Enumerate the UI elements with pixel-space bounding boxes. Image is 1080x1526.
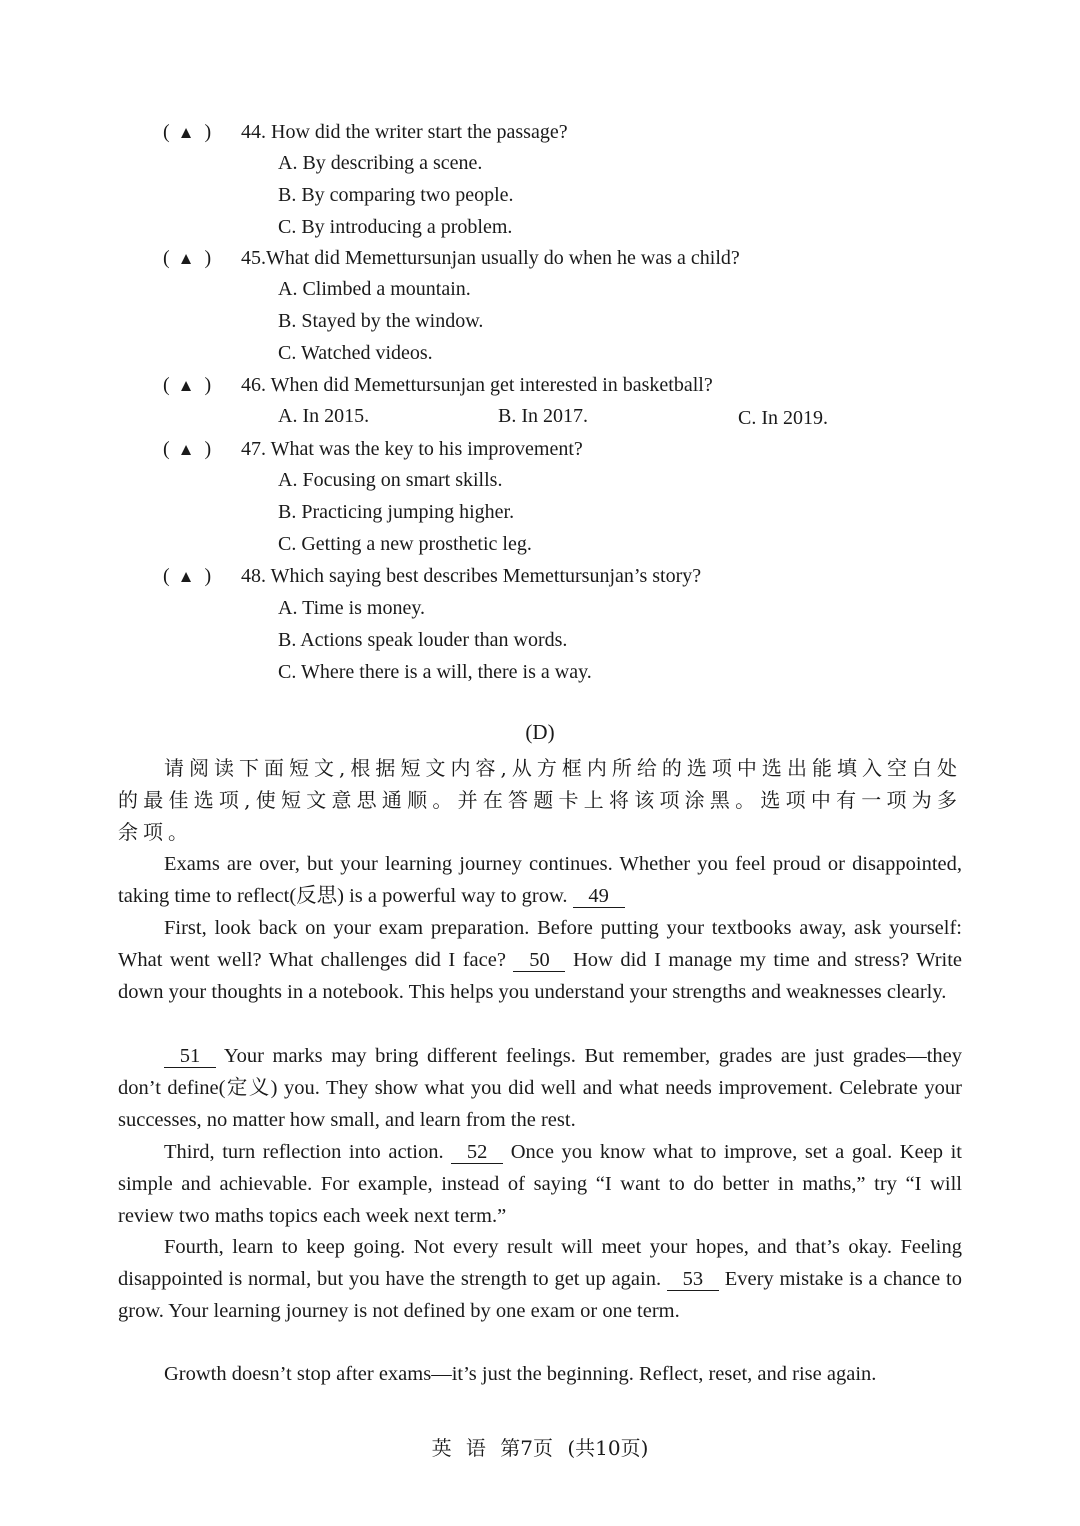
- answer-bracket[interactable]: ( ▲ ): [163, 117, 241, 148]
- paragraph-text: Third, turn reflection into action.: [164, 1141, 444, 1163]
- question-47: [163, 434, 583, 464]
- question-number: 48.: [241, 565, 266, 587]
- option-48-c: C. Where there is a will, there is a way.: [278, 661, 592, 683]
- answer-bracket[interactable]: ( ▲ ): [163, 370, 241, 401]
- paragraph-text: How did I manage my time and stress? Write down your thoughts in a notebook. This helps you understand your strengths and weaknesses clearly.: [118, 949, 963, 1003]
- question-number: 44.: [241, 121, 266, 143]
- passage-paragraph-3: [118, 1040, 962, 1136]
- option-45-a: A. Climbed a mountain.: [278, 278, 471, 300]
- blank-52[interactable]: 52: [451, 1141, 503, 1164]
- option-44-c: C. By introducing a problem.: [278, 216, 513, 238]
- answer-bracket[interactable]: ( ▲ ): [163, 243, 241, 274]
- question-text: How did the writer start the passage?: [271, 121, 568, 143]
- triangle-marker-icon: ▲: [177, 249, 195, 268]
- question-48: [163, 561, 701, 591]
- page-footer: 英 语 第7页 (共10页): [431, 1436, 649, 1460]
- passage-paragraph-5: [118, 1231, 962, 1327]
- option-44-a: A. By describing a scene.: [278, 152, 483, 174]
- passage-paragraph-6: Growth doesn’t stop after exams—it’s just the beginning. Reflect, reset, and rise again.: [164, 1363, 877, 1385]
- option-47-c: C. Getting a new prosthetic leg.: [278, 533, 532, 555]
- question-text: What did Memettursunjan usually do when he was a child?: [266, 247, 740, 269]
- triangle-marker-icon: ▲: [177, 123, 195, 142]
- option-46-a: A. In 2015.: [278, 405, 370, 427]
- question-text: When did Memettursunjan get interested in basketball?: [270, 374, 713, 396]
- passage-paragraph-1: [118, 848, 962, 912]
- question-text: What was the key to his improvement?: [270, 438, 583, 460]
- paragraph-text: First, look back on your exam preparation. Before putting your textbooks away, ask yourself: What went well? What challenges did I face?: [118, 917, 962, 971]
- passage-paragraph-2: [118, 912, 962, 1008]
- option-44-b: B. By comparing two people.: [278, 184, 514, 206]
- option-45-b: B. Stayed by the window.: [278, 310, 484, 332]
- question-44: [163, 117, 568, 147]
- passage-paragraph-4: [118, 1136, 962, 1232]
- triangle-marker-icon: ▲: [177, 440, 195, 459]
- option-48-a: A. Time is money.: [278, 597, 426, 619]
- section-instructions: 请阅读下面短文,根据短文内容,从方框内所给的选项中选出能填入空白处的最佳选项,使短文意思通顺。并在答题卡上将该项涂黑。选项中有一项为多余项。: [118, 756, 962, 844]
- option-47-b: B. Practicing jumping higher.: [278, 501, 515, 523]
- paragraph-text: Exams are over, but your learning journey continues. Whether you feel proud or disappointed, taking time to reflect(反思) is a powerful way to grow.: [118, 853, 962, 907]
- blank-50[interactable]: 50: [513, 949, 565, 972]
- question-number: 45.: [241, 247, 266, 269]
- paragraph-text: Once you know what to improve, set a goal. Keep it simple and achievable. For example, instead of saying “I want to do better in maths,” try “I will review two maths topics each week next term.”: [118, 1141, 963, 1227]
- option-47-a: A. Focusing on smart skills.: [278, 469, 503, 491]
- triangle-marker-icon: ▲: [177, 567, 195, 586]
- answer-bracket[interactable]: ( ▲ ): [163, 434, 241, 465]
- option-48-b: B. Actions speak louder than words.: [278, 629, 568, 651]
- blank-49[interactable]: 49: [573, 885, 625, 908]
- question-number: 47.: [241, 438, 266, 460]
- option-45-c: C. Watched videos.: [278, 342, 433, 364]
- question-46: [163, 370, 713, 400]
- section-title: (D): [525, 720, 555, 744]
- question-number: 46.: [241, 374, 266, 396]
- question-45: [163, 243, 740, 273]
- paragraph-text: Every mistake is a chance to grow. Your learning journey is not defined by one exam or one term.: [118, 1268, 962, 1322]
- answer-bracket[interactable]: ( ▲ ): [163, 561, 241, 592]
- paragraph-text: Fourth, learn to keep going. Not every result will meet your hopes, and that’s okay. Feeling disappointed is normal, but you have the strength to get up again.: [118, 1236, 962, 1290]
- question-text: Which saying best describes Memettursunjan’s story?: [270, 565, 702, 587]
- option-46-c: C. In 2019.: [738, 407, 828, 429]
- triangle-marker-icon: ▲: [177, 376, 195, 395]
- option-46-b: B. In 2017.: [498, 405, 588, 427]
- paragraph-text: Your marks may bring different feelings. But remember, grades are just grades—they don’t define(定义) you. They show what you did well and what needs improvement. Celebrate your successes, no matter how small, and learn from the rest.: [118, 1045, 962, 1131]
- blank-53[interactable]: 53: [667, 1268, 719, 1291]
- blank-51[interactable]: 51: [164, 1045, 216, 1068]
